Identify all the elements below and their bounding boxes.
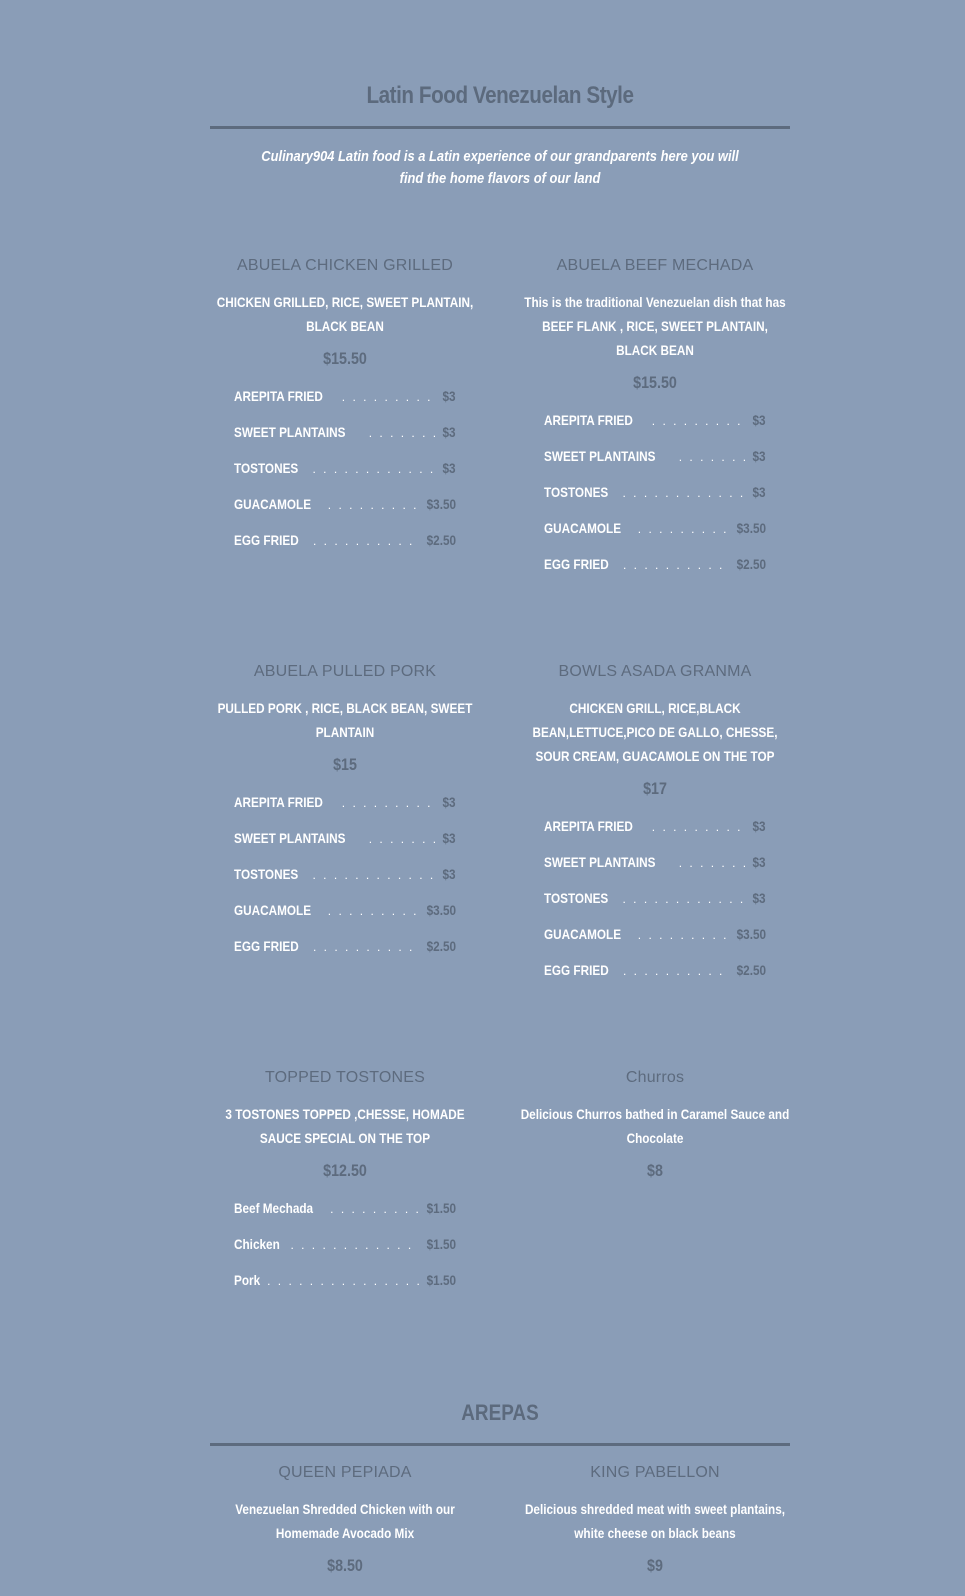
addon-price: $3: [752, 854, 766, 870]
dish-price: $17: [643, 779, 667, 798]
dot-leader: [313, 929, 419, 965]
addon-price: $3: [442, 424, 456, 440]
dish-description: CHICKEN GRILL, RICE,BLACK BEAN,LETTUCE,PICO DE GALLO, CHESSE, SOUR CREAM, GUACAMOLE ON THE TOP: [532, 700, 778, 764]
addon-name: GUACAMOLE: [234, 496, 312, 512]
addon-name: TOSTONES: [544, 890, 609, 906]
dot-leader: [652, 809, 749, 845]
addon-list: [234, 1190, 456, 1298]
addon-name: TOSTONES: [234, 866, 299, 882]
addon-item: [234, 486, 456, 522]
dot-leader: [369, 415, 439, 451]
addon-price: $1.50: [426, 1272, 456, 1288]
dish-card: [210, 256, 480, 558]
dot-leader: [623, 547, 729, 583]
dot-leader: [623, 475, 749, 511]
addon-price: $3: [752, 818, 766, 834]
dot-leader: [638, 917, 729, 953]
addon-price: $1.50: [426, 1200, 456, 1216]
dish-price: $12.50: [323, 1161, 367, 1180]
addon-name: TOSTONES: [544, 484, 609, 500]
dish-description: This is the traditional Venezuelan dish that has BEEF FLANK , RICE, SWEET PLANTAIN, BLACK BEAN: [524, 294, 786, 358]
addon-price: $2.50: [736, 556, 766, 572]
addon-name: EGG FRIED: [544, 556, 609, 572]
dish-description: PULLED PORK , RICE, BLACK BEAN, SWEET PLANTAIN: [217, 700, 473, 740]
addon-price: $3: [442, 794, 456, 810]
addon-name: AREPITA FRIED: [544, 818, 633, 834]
dot-leader: [267, 1263, 419, 1299]
dish-description: 3 TOSTONES TOPPED ,CHESSE, HOMADE SAUCE SPECIAL ON THE TOP: [225, 1106, 465, 1146]
addon-list: [234, 378, 456, 558]
dish-description: CHICKEN GRILLED, RICE, SWEET PLANTAIN, BLACK BEAN: [216, 294, 474, 334]
dot-leader: [290, 1227, 418, 1263]
dot-leader: [328, 487, 419, 523]
dish-card: [520, 662, 790, 988]
addon-item: [234, 450, 456, 486]
dish-name: Churros: [625, 1069, 685, 1086]
arepa-card: [520, 1463, 790, 1577]
addon-price: $1.50: [426, 1236, 456, 1252]
addon-item: [234, 414, 456, 450]
addon-name: TOSTONES: [234, 460, 299, 476]
addon-price: $3: [752, 448, 766, 464]
addon-item: [234, 1190, 456, 1226]
dot-leader: [342, 379, 439, 415]
menu-title: Latin Food Venezuelan Style: [366, 82, 634, 109]
dish-name: ABUELA BEEF MECHADA: [556, 257, 754, 274]
addon-item: [234, 784, 456, 820]
arepa-name: KING PABELLON: [590, 1464, 720, 1481]
addon-name: SWEET PLANTAINS: [234, 830, 346, 846]
addon-item: [234, 378, 456, 414]
arepa-price: $9: [647, 1556, 663, 1575]
addon-item: [234, 820, 456, 856]
addon-price: $3: [752, 484, 766, 500]
addon-name: GUACAMOLE: [544, 926, 622, 942]
addon-price: $2.50: [426, 938, 456, 954]
addon-item: [544, 952, 766, 988]
dish-card: [210, 1068, 480, 1298]
dot-leader: [623, 881, 749, 917]
addon-list: [234, 784, 456, 964]
dot-leader: [328, 893, 419, 929]
addon-list: [544, 402, 766, 582]
dot-leader: [652, 403, 749, 439]
addon-price: $3: [442, 830, 456, 846]
dish-price: $15: [333, 755, 357, 774]
addon-price: $3: [442, 866, 456, 882]
dish-name: BOWLS ASADA GRANMA: [558, 663, 752, 680]
addon-name: EGG FRIED: [544, 962, 609, 978]
dot-leader: [623, 953, 729, 989]
addon-item: [544, 916, 766, 952]
addon-price: $3: [442, 460, 456, 476]
addon-price: $3: [752, 890, 766, 906]
addon-name: EGG FRIED: [234, 532, 299, 548]
addon-price: $3: [752, 412, 766, 428]
addon-price: $3.50: [426, 902, 456, 918]
addon-name: GUACAMOLE: [544, 520, 622, 536]
addon-item: [544, 474, 766, 510]
dish-card: [520, 1068, 790, 1182]
dish-price: $15.50: [323, 349, 367, 368]
dot-leader: [679, 439, 749, 475]
dot-leader: [313, 451, 439, 487]
addon-price: $3.50: [736, 520, 766, 536]
addon-name: AREPITA FRIED: [544, 412, 633, 428]
addon-item: [544, 546, 766, 582]
arepa-description: Delicious shredded meat with sweet plantains, white cheese on black beans: [524, 1501, 786, 1541]
addon-item: [544, 808, 766, 844]
arepa-description: Venezuelan Shredded Chicken with our Homemade Avocado Mix: [235, 1501, 455, 1541]
addon-price: $3.50: [736, 926, 766, 942]
arepas-divider: [210, 1443, 790, 1446]
dish-price: $15.50: [633, 373, 677, 392]
addon-list: [544, 808, 766, 988]
dot-leader: [313, 857, 439, 893]
addon-name: AREPITA FRIED: [234, 794, 323, 810]
dot-leader: [342, 785, 439, 821]
addon-name: EGG FRIED: [234, 938, 299, 954]
addon-item: [234, 1226, 456, 1262]
dish-name: TOPPED TOSTONES: [264, 1069, 426, 1086]
arepa-price: $8.50: [327, 1556, 363, 1575]
addon-name: SWEET PLANTAINS: [234, 424, 346, 440]
dot-leader: [369, 821, 439, 857]
dish-name: ABUELA CHICKEN GRILLED: [236, 257, 454, 274]
dish-description: Delicious Churros bathed in Caramel Sauce and Chocolate: [520, 1106, 790, 1146]
addon-item: [544, 880, 766, 916]
dot-leader: [330, 1191, 419, 1227]
arepas-section-title: AREPAS: [461, 1400, 539, 1425]
addon-price: $3.50: [426, 496, 456, 512]
addon-name: SWEET PLANTAINS: [544, 448, 656, 464]
menu-intro: Culinary904 Latin food is a Latin experience of our grandparents here you will find the home flavors of our land: [261, 148, 739, 187]
addon-item: [234, 928, 456, 964]
addon-item: [234, 522, 456, 558]
dot-leader: [638, 511, 729, 547]
addon-item: [234, 856, 456, 892]
dot-leader: [679, 845, 749, 881]
addon-name: AREPITA FRIED: [234, 388, 323, 404]
arepa-name: QUEEN PEPIADA: [278, 1464, 412, 1481]
addon-name: Pork: [234, 1272, 261, 1288]
addon-price: $3: [442, 388, 456, 404]
addon-name: GUACAMOLE: [234, 902, 312, 918]
addon-item: [234, 892, 456, 928]
arepa-card: [210, 1463, 480, 1577]
addon-item: [544, 438, 766, 474]
dish-card: [210, 662, 480, 964]
dot-leader: [313, 523, 419, 559]
addon-item: [544, 844, 766, 880]
dish-card: [520, 256, 790, 582]
addon-name: SWEET PLANTAINS: [544, 854, 656, 870]
title-divider: [210, 126, 790, 129]
dish-price: $8: [647, 1161, 663, 1180]
addon-price: $2.50: [426, 532, 456, 548]
addon-name: Beef Mechada: [234, 1200, 314, 1216]
addon-item: [544, 510, 766, 546]
addon-item: [234, 1262, 456, 1298]
addon-price: $2.50: [736, 962, 766, 978]
addon-name: Chicken: [234, 1236, 280, 1252]
dish-name: ABUELA PULLED PORK: [253, 663, 437, 680]
addon-item: [544, 402, 766, 438]
